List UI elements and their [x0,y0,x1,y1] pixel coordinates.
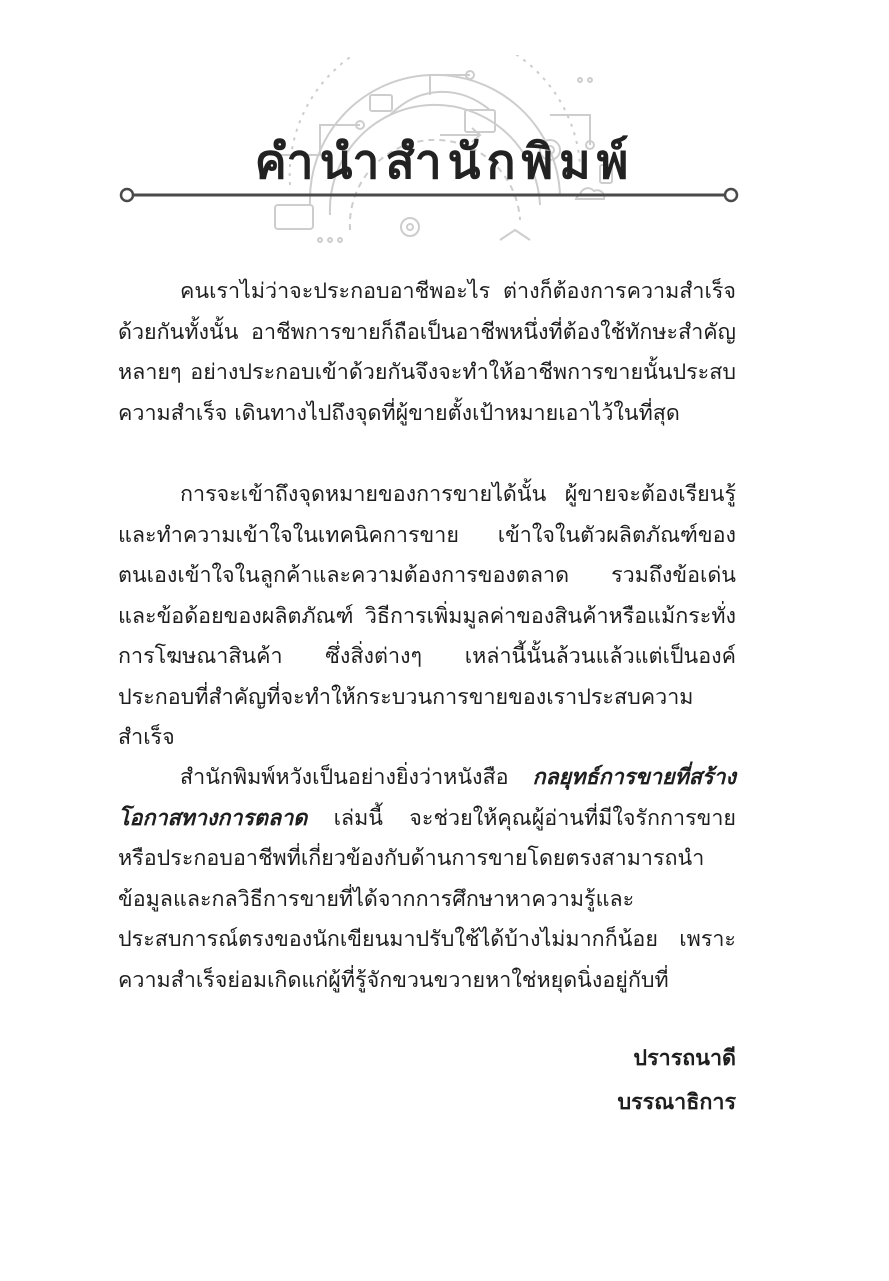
paragraph-text [118,758,736,1001]
paragraph-1 [118,272,736,434]
book-title: กลยุทธ์การขายที่สร้างโอกาสทางการตลาด [118,765,736,831]
closing-line: ปรารถนาดี [633,1046,736,1071]
paragraph-text-start: สำนักพิมพ์หวังเป็นอย่างยิ่งว่าหนังสือ [180,765,533,790]
title-underline [118,185,740,205]
paragraph-text: คนเราไม่ว่าจะประกอบอาชีพอะไร ต่างก็ต้องการความสำเร็จด้วยกันทั้งนั้น อาชีพการขายก็ถือเป็นอาชีพหนึ่งที่ต้องใช้ทักษะสำคัญหลายๆ อย่างประกอบเข้าด้วยกันจึงจะทำให้อาชีพการขายนั้นประสบความสำเร็จ เดินทางไปถึงจุดที่ผู้ขายตั้งเป้าหมายเอาไว้ในที่สุด [118,279,736,426]
paragraph-text-end: เล่มนี้ จะช่วยให้คุณผู้อ่านที่มีใจรักการขาย หรือประกอบอาชีพที่เกี่ยวข้องกับด้านการขายโดยตรงสามารถนำข้อมูลและกลวิธีการขายที่ได้จากการศึกษาหาความรู้และประสบการณ์ตรงของนักเขียนมาปรับใช้ได้บ้างไม่มากก็น้อย เพราะความสำเร็จย่อมเกิดแก่ผู้ที่รู้จักขวนขวายหาใช่หยุดนิ่งอยู่กับที่ [118,805,736,993]
paragraph-3 [118,758,736,1001]
signature-line: บรรณาธิการ [617,1090,736,1115]
paragraph-text: การจะเข้าถึงจุดหมายของการขายได้นั้น ผู้ขายจะต้องเรียนรู้และทำความเข้าใจในเทคนิคการขาย เข้าใจในตัวผลิตภัณฑ์ของตนเองเข้าใจในลูกค้าและความต้องการของตลาด รวมถึงข้อเด่นและข้อด้อยของผลิตภัณฑ์ วิธีการเพิ่มมูลค่าของสินค้าหรือแม้กระทั่งการโฆษณาสินค้า ซึ่งสิ่งต่างๆ เหล่านี้นั้นล้วนแล้วแต่เป็นองค์ประกอบที่สำคัญที่จะทำให้กระบวนการขายของเราประสบความสำเร็จ [118,482,736,750]
page-title: คำนำสำนักพิมพ์ [254,134,635,190]
paragraph-2 [118,475,736,759]
page-header [0,0,889,270]
